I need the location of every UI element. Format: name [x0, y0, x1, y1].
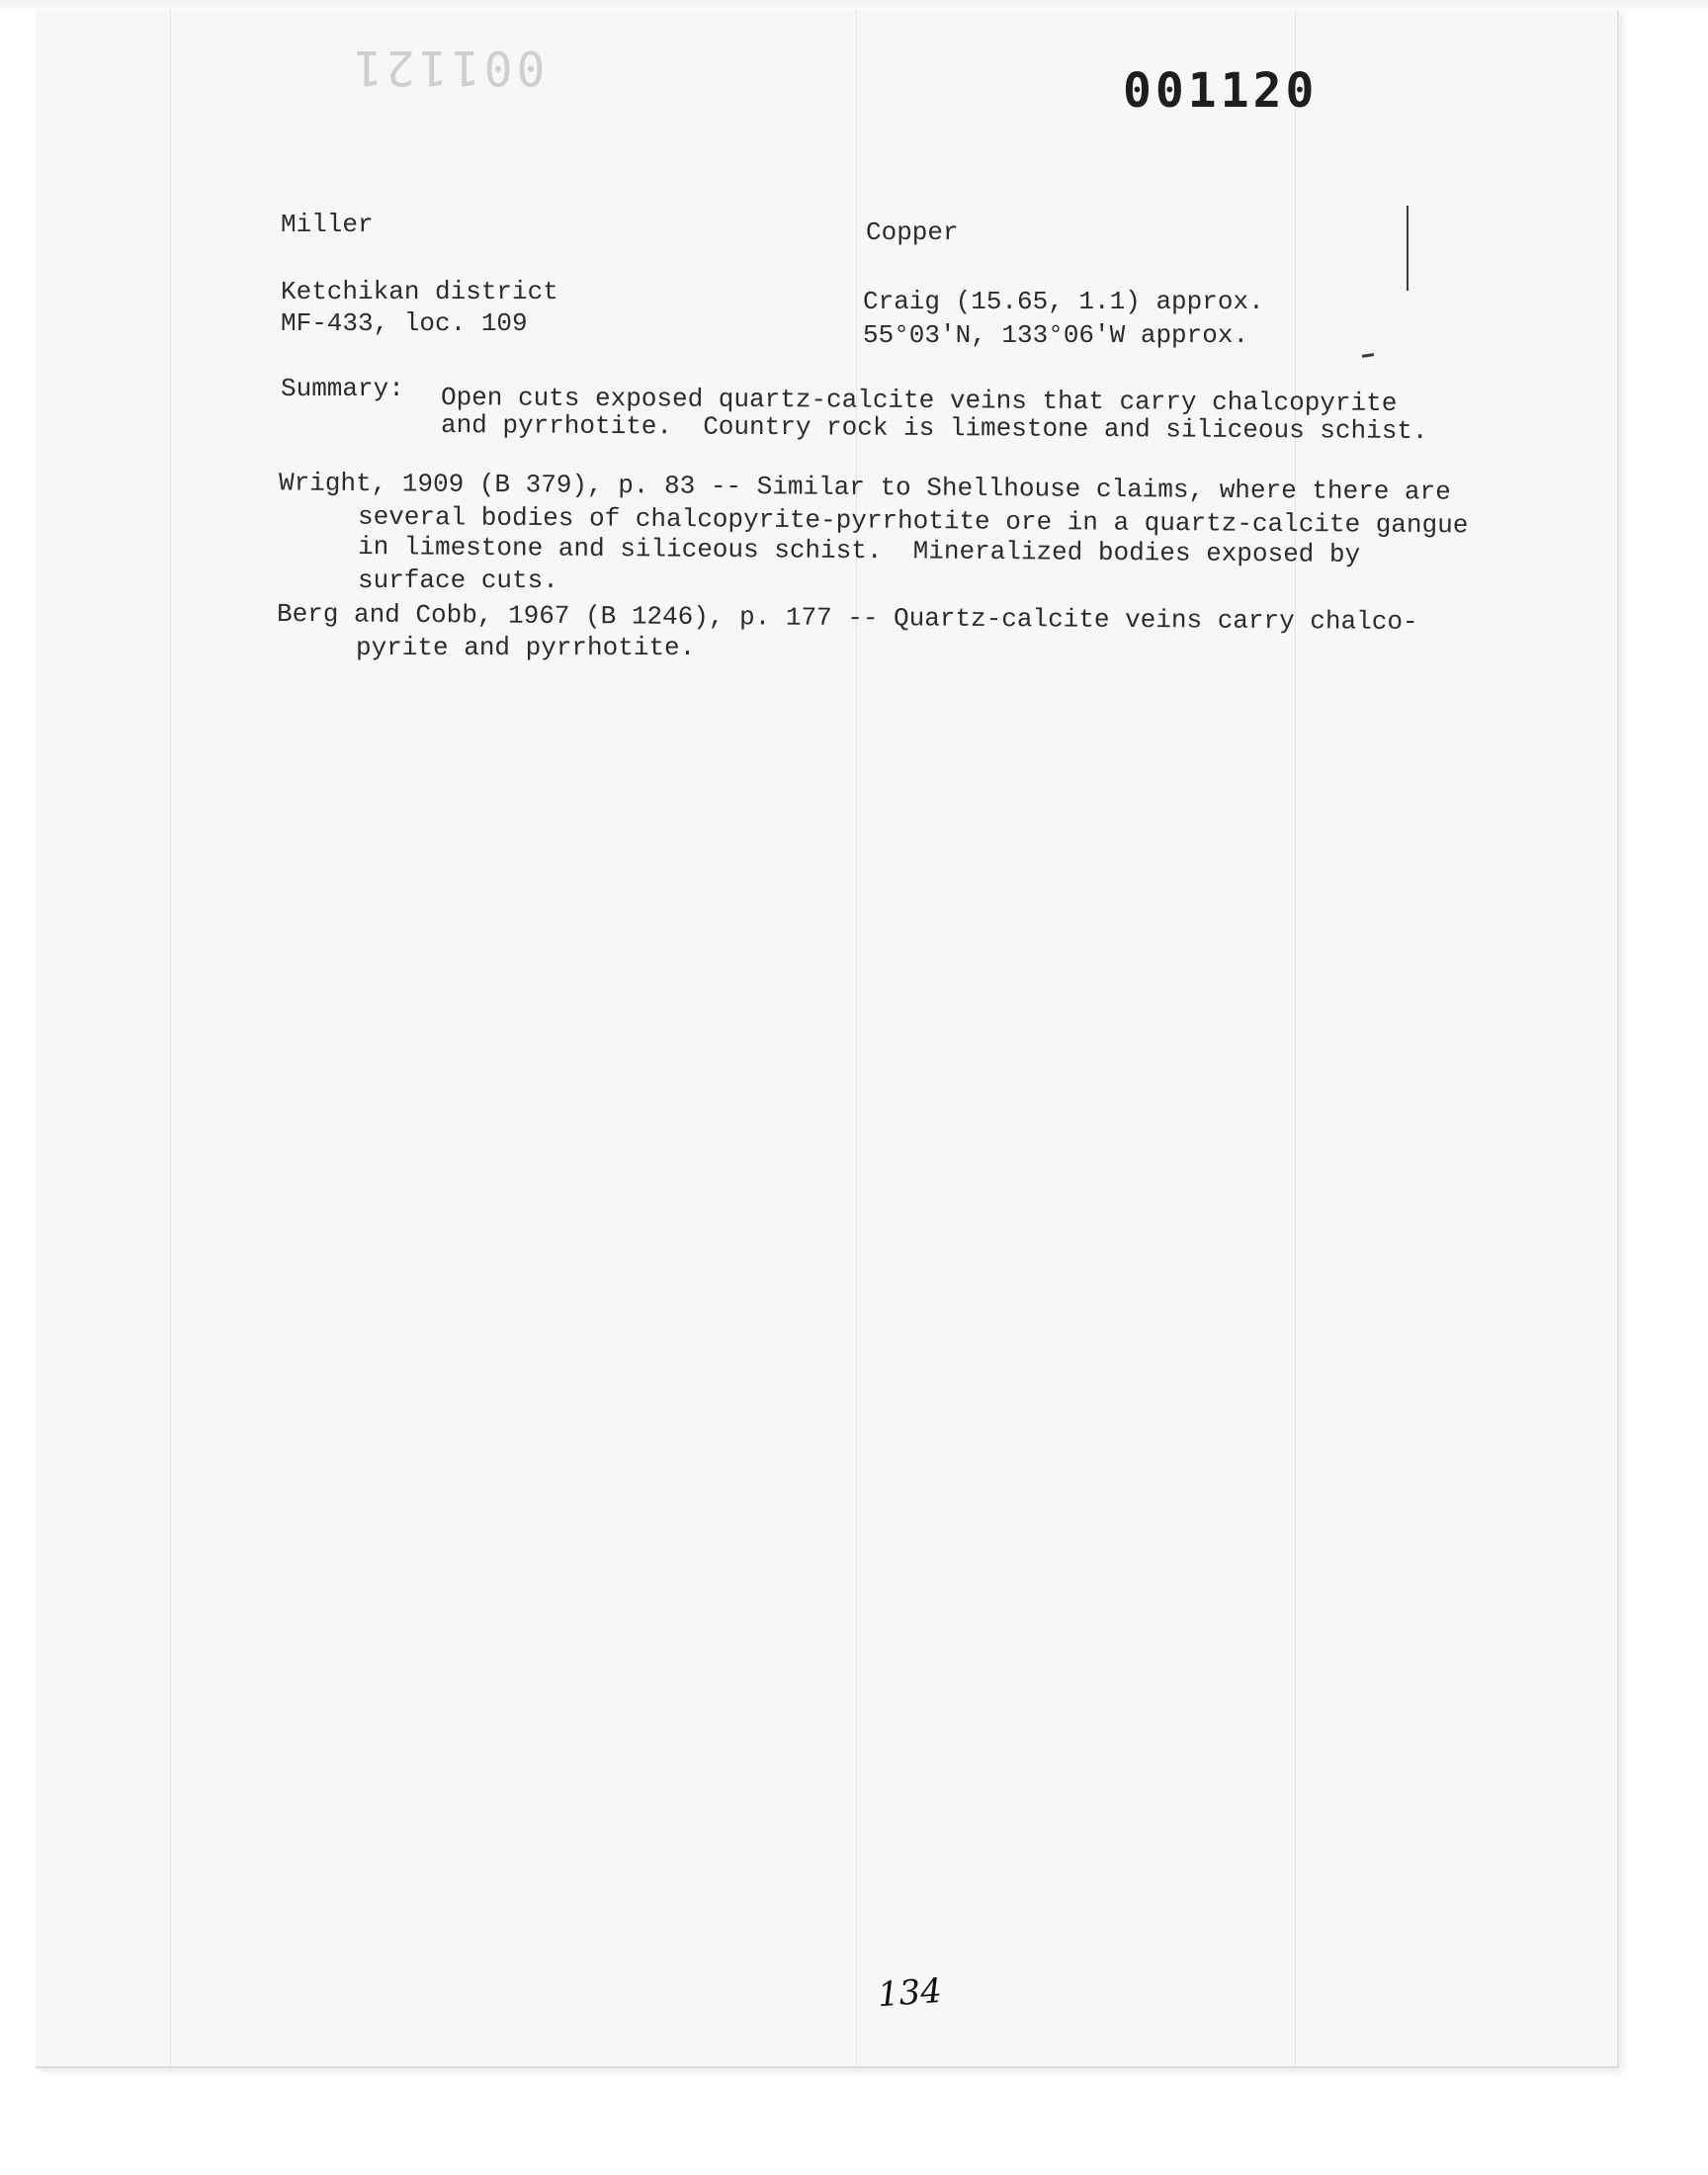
- reference-1-line-2: several bodies of chalcopyrite-pyrrhotite ore in a quartz-calcite gangue: [357, 501, 1469, 541]
- coordinates: 55°03'N, 133°06'W approx.: [863, 320, 1249, 350]
- deposit-name: Miller: [281, 210, 374, 239]
- reference-2-line-2: pyrite and pyrrhotite.: [356, 633, 696, 662]
- reference-1-line-4: surface cuts.: [358, 566, 558, 595]
- summary-label: Summary:: [281, 374, 404, 403]
- document-page: [36, 10, 1619, 2068]
- district: Ketchikan district: [281, 277, 558, 306]
- fold-line-right: [1295, 10, 1296, 2066]
- page-number: 134: [876, 1970, 944, 2016]
- mirrored-stamp-number: 001121: [350, 40, 546, 95]
- reference-1-line-1: Wright, 1909 (B 379), p. 83 -- Similar to Shellhouse claims, where there are: [278, 468, 1451, 507]
- fold-line-center: [856, 10, 857, 2066]
- map-reference: MF-433, loc. 109: [281, 308, 528, 338]
- commodity: Copper: [866, 218, 959, 247]
- scan-edge-bottom: [0, 2116, 1708, 2175]
- reference-1-line-3: in limestone and siliceous schist. Mineralized bodies exposed by: [357, 532, 1361, 569]
- stamp-number: 001120: [1123, 63, 1319, 119]
- quadrangle: Craig (15.65, 1.1) approx.: [863, 287, 1264, 316]
- margin-mark: [1407, 206, 1409, 291]
- summary-line-1: Open cuts exposed quartz-calcite veins that carry chalcopyrite: [440, 383, 1398, 418]
- summary-line-2: and pyrrhotite. Country rock is limestone and siliceous schist.: [440, 409, 1428, 447]
- reference-2-line-1: Berg and Cobb, 1967 (B 1246), p. 177 -- Quartz-calcite veins carry chalco-: [276, 598, 1418, 638]
- fold-line-left: [170, 10, 171, 2066]
